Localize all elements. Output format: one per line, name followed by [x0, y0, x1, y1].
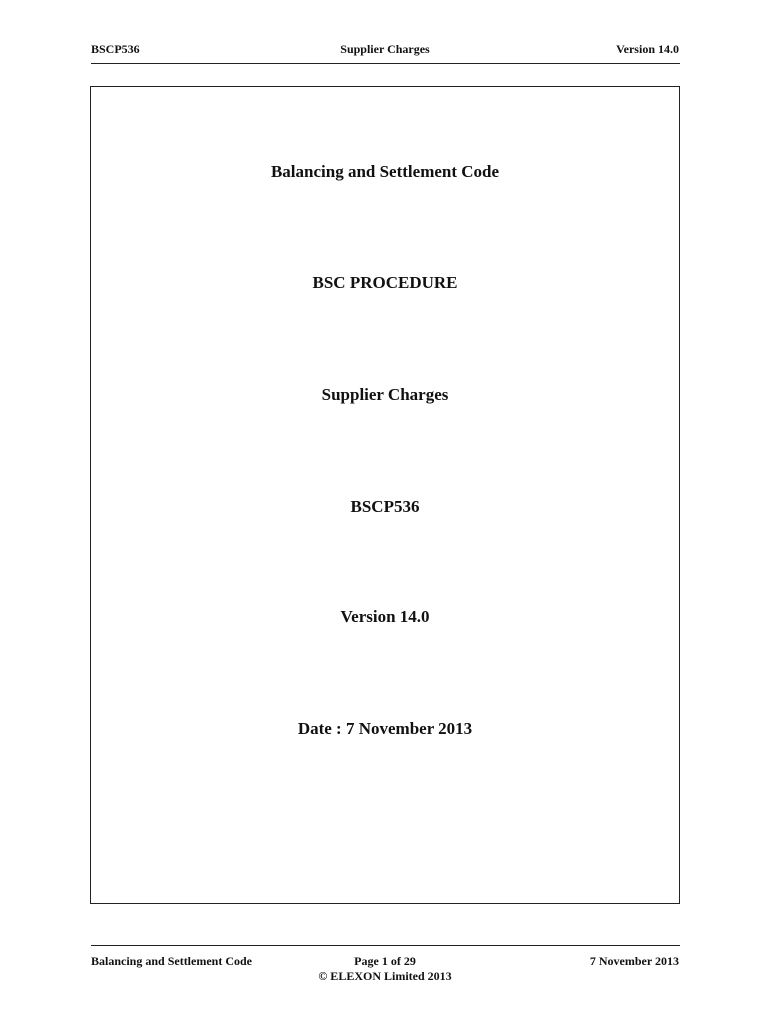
cover-document-code: BSCP536 — [350, 497, 420, 516]
cover-date: Date : 7 November 2013 — [297, 719, 473, 738]
header-document-title: Supplier Charges — [340, 42, 430, 56]
header-divider — [91, 63, 680, 64]
header-document-code: BSCP536 — [91, 42, 140, 56]
cover-frame — [90, 86, 680, 904]
cover-subject: Supplier Charges — [321, 385, 449, 404]
cover-version: Version 14.0 — [340, 607, 430, 626]
footer-code-name: Balancing and Settlement Code — [91, 954, 253, 968]
cover-procedure-label: BSC PROCEDURE — [312, 273, 458, 292]
footer-date: 7 November 2013 — [589, 954, 679, 968]
header-version: Version 14.0 — [616, 42, 679, 56]
footer-copyright: © ELEXON Limited 2013 — [318, 969, 452, 983]
footer-divider — [91, 945, 680, 946]
cover-title: Balancing and Settlement Code — [270, 162, 500, 181]
footer-page-number: Page 1 of 29 — [354, 954, 416, 968]
